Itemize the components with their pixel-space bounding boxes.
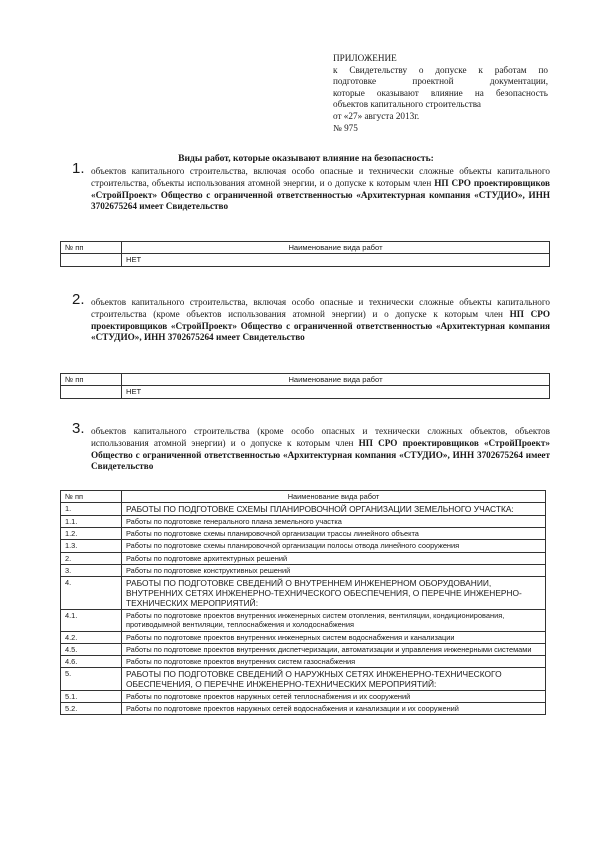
cell-num: 4. (61, 576, 122, 610)
table-row (61, 703, 546, 715)
table-row (61, 631, 546, 643)
header-num: № пп (61, 491, 122, 503)
table-row (61, 528, 546, 540)
cell-num: 4.6. (61, 655, 122, 667)
cell-name: Работы по подготовке проектов внутренних систем газоснабжения (122, 655, 546, 667)
table-header-row (61, 491, 546, 503)
cell-num: 1.1. (61, 516, 122, 528)
section-bold-text: НП СРО проектировщиков «СтройПроект» Общество с ограниченной ответственностью «Архитектурная компания «СТУДИО», ИНН 3702675264 имеет Свидетельство (91, 308, 550, 343)
section-number: 2. (72, 291, 85, 308)
table-2 (60, 373, 550, 399)
section-1 (72, 160, 550, 213)
section-bold-text: НП СРО проектировщиков «СтройПроект» Общество с ограниченной ответственностью «Архитектурная компания «СТУДИО», ИНН 3702675264 имеет Свидетельство (91, 437, 551, 472)
cell-num: 3. (61, 564, 122, 576)
appendix-title: ПРИЛОЖЕНИЕ (333, 53, 397, 63)
cell-name: Работы по подготовке проектов наружных сетей теплоснабжения и их сооружений (122, 691, 546, 703)
cell-name: Работы по подготовке схемы планировочной организации полосы отвода линейного сооружения (122, 540, 546, 552)
table-row (61, 610, 546, 631)
cell-num (61, 254, 122, 266)
cell-num: 5.2. (61, 703, 122, 715)
section-text (91, 426, 550, 473)
section-3 (72, 420, 551, 473)
section-text (91, 166, 550, 213)
header-name: Наименование вида работ (122, 374, 550, 386)
table-row (61, 540, 546, 552)
cell-name: РАБОТЫ ПО ПОДГОТОВКЕ СВЕДЕНИЙ О ВНУТРЕННЕМ ИНЖЕНЕРНОМ ОБОРУДОВАНИИ, ВНУТРЕННИХ СЕТЯХ ИНЖЕНЕРНО-ТЕХНИЧЕСКОГО ОБЕСПЕЧЕНИЯ, О ПЕРЕЧНЕ ИНЖЕНЕРНО-ТЕХНИЧЕСКИХ МЕРОПРИЯТИЙ: (122, 576, 546, 610)
section-bold-text: НП СРО проектировщиков «СтройПроект» Общество с ограниченной ответственностью «Архитектурная компания «СТУДИО», ИНН 3702675264 имеет Свидетельство (91, 177, 550, 212)
cell-name: Работы по подготовке архитектурных решений (122, 552, 546, 564)
table-row (61, 516, 546, 528)
table-1 (60, 241, 550, 267)
table-row (61, 552, 546, 564)
cell-num: 5. (61, 667, 122, 690)
cell-num: 1. (61, 503, 122, 516)
table-row (61, 254, 550, 266)
section-text (91, 297, 550, 344)
cell-num (61, 386, 122, 398)
section-number: 3. (72, 420, 85, 437)
table-3 (60, 490, 546, 715)
cell-name: Работы по подготовке проектов внутренних диспетчеризации, автоматизации и управления инженерными системами (122, 643, 546, 655)
section-2 (72, 291, 550, 344)
table-row (61, 503, 546, 516)
table-row (61, 691, 546, 703)
header-name: Наименование вида работ (122, 242, 550, 254)
cell-num: 4.2. (61, 631, 122, 643)
section-number: 1. (72, 160, 85, 177)
appendix-number: № 975 (333, 122, 358, 133)
cell-name: НЕТ (122, 254, 550, 266)
cell-num: 4.5. (61, 643, 122, 655)
cell-name: Работы по подготовке проектов внутренних инженерных систем водоснабжения и канализации (122, 631, 546, 643)
cell-name: Работы по подготовке проектов наружных сетей водоснабжения и канализации и их сооружений (122, 703, 546, 715)
table-row (61, 655, 546, 667)
table-row (61, 667, 546, 690)
table-row (61, 386, 550, 398)
section-plain-text: объектов капитального строительства, включая особо опасные и технически сложные объекты капитального строительства, объекты использования атомной энергии, и о допуске к которым член (91, 166, 550, 188)
cell-name: РАБОТЫ ПО ПОДГОТОВКЕ СВЕДЕНИЙ О НАРУЖНЫХ СЕТЯХ ИНЖЕНЕРНО-ТЕХНИЧЕСКОГО ОБЕСПЕЧЕНИЯ, О ПЕРЕЧНЕ ИНЖЕНЕРНО-ТЕХНИЧЕСКИХ МЕРОПРИЯТИЙ: (122, 667, 546, 690)
table-row (61, 643, 546, 655)
header-num: № пп (61, 374, 122, 386)
appendix-line: к Свидетельству о допуске к работам по (333, 64, 548, 75)
header-num: № пп (61, 242, 122, 254)
cell-num: 1.2. (61, 528, 122, 540)
appendix-block (333, 53, 548, 134)
cell-name: НЕТ (122, 386, 550, 398)
appendix-line: которые оказывают влияние на безопасность (333, 87, 548, 98)
table-row (61, 576, 546, 610)
section-plain-text: объектов капитального строительства, включая особо опасные и технически сложные объекты капитального строительства (кроме объектов использования атомной энергии) и о допуске к которым член (91, 297, 550, 319)
cell-name: Работы по подготовке схемы планировочной организации трассы линейного объекта (122, 528, 546, 540)
header-name: Наименование вида работ (122, 491, 546, 503)
appendix-line: подготовке проектной документации, (333, 76, 548, 87)
appendix-date: от «27» августа 2013г. (333, 110, 420, 121)
table-header-row (61, 374, 550, 386)
page-heading: Виды работ, которые оказывают влияние на безопасность: (178, 153, 434, 164)
cell-num: 5.1. (61, 691, 122, 703)
cell-name: РАБОТЫ ПО ПОДГОТОВКЕ СХЕМЫ ПЛАНИРОВОЧНОЙ ОРГАНИЗАЦИИ ЗЕМЕЛЬНОГО УЧАСТКА: (122, 503, 546, 516)
cell-name: Работы по подготовке проектов внутренних инженерных систем отопления, вентиляции, кондиционирования, противодымной вентиляции, теплоснабжения и холодоснабжения (122, 610, 546, 631)
cell-num: 2. (61, 552, 122, 564)
section-plain-text: объектов капитального строительства (кроме особо опасных и технически сложных объектов, объектов использования атомной энергии) и о допуске к которым член (91, 426, 550, 448)
cell-num: 4.1. (61, 610, 122, 631)
cell-num: 1.3. (61, 540, 122, 552)
table-row (61, 564, 546, 576)
cell-name: Работы по подготовке генерального плана земельного участка (122, 516, 546, 528)
table-header-row (61, 242, 550, 254)
appendix-line: объектов капитального строительства (333, 99, 482, 110)
cell-name: Работы по подготовке конструктивных решений (122, 564, 546, 576)
